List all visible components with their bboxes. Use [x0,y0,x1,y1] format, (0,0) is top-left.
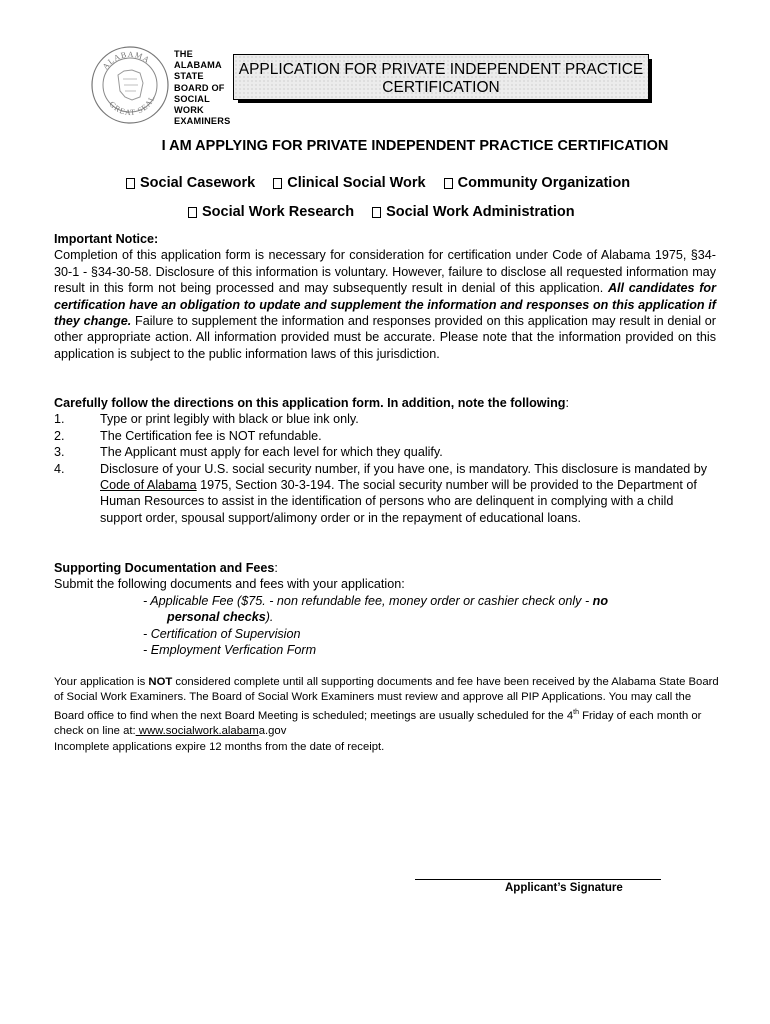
website-link[interactable]: www.socialwork.alabam [135,725,259,738]
certification-options-row1 [126,175,644,193]
board-name-line: WORK [174,105,204,116]
certification-options-row2 [188,204,589,222]
checkbox[interactable] [372,207,381,218]
list-item: 2. The Certification fee is NOT refundable. [54,428,322,443]
list-item: - Applicable Fee ($75. - non refundable fee, money order or cashier check only - no [143,594,609,608]
directions-section [54,395,716,526]
option-social-work-administration[interactable]: Social Work Administration [372,204,575,220]
checkbox[interactable] [188,207,197,218]
list-item: - Certification of Supervision [143,626,301,641]
option-clinical-social-work[interactable]: Clinical Social Work [273,175,425,191]
page-heading: I AM APPLYING FOR PRIVATE INDEPENDENT PRACTICE CERTIFICATION [161,138,669,154]
supporting-intro: Submit the following documents and fees with your application: [54,577,405,592]
list-item: 3. The Applicant must apply for each level for which they qualify. [54,445,443,460]
list-item: 1. Type or print legibly with black or blue ink only. [54,412,359,427]
directions-intro: Carefully follow the directions on this application form. In addition, note the following: [54,396,569,410]
checkbox[interactable] [126,178,135,189]
svg-text:GREAT SEAL: GREAT SEAL [107,93,157,118]
option-social-work-research[interactable]: Social Work Research [188,204,354,220]
list-item: - Employment Verfication Form [143,643,317,658]
application-note: Your application is NOT considered complete until all supporting documents and fee have been received by the Alabama State Board of Social Work Examiners. The Board of Social Work Examiners must review and approve all PIP Applications. You may call the Board office to find when the next Board Meeting is scheduled; meetings are usually scheduled for the 4th Friday of each month or check on line at: www.socialwork.alabama.gov Incomplete applications expire 12 months from the date of receipt. [54,676,719,753]
checkbox[interactable] [273,178,282,189]
alabama-great-seal [90,45,170,125]
board-name-line: BOARD OF [174,82,225,93]
list-item-continuation: personal checks). [167,610,274,625]
option-community-organization[interactable]: Community Organization [444,175,630,191]
list-item: 4. Disclosure of your U.S. social security number, if you have one, is mandatory. This disclosure is mandated by Code of Alabama 1975, Section 30-3-194. The social security number will be provided to the Department of Human Resources to assist in the identification of persons who are delinquent in complying with a child support order, spousal support/alimony order or in the repayment of educational loans. [54,461,708,525]
board-name-line: STATE [174,71,204,82]
form-title-box [233,54,649,100]
checkbox[interactable] [444,178,453,189]
board-name-line: THE [174,49,193,59]
form-title-line2: CERTIFICATION [382,79,500,96]
notice-title: Important Notice: [54,232,159,246]
board-name-line: SOCIAL [174,93,210,104]
form-title-line1: APPLICATION FOR PRIVATE INDEPENDENT PRACTICE [238,61,644,78]
fee-list [143,593,683,659]
signature-line[interactable] [415,879,661,880]
important-notice [54,231,716,362]
supporting-title: Supporting Documentation and Fees: [54,561,278,575]
code-of-alabama-reference: Code of Alabama [100,478,197,493]
supporting-documentation [54,560,716,593]
svg-text:ALABAMA: ALABAMA [100,49,152,72]
board-name-line: EXAMINERS [174,116,231,127]
option-social-casework[interactable]: Social Casework [126,175,255,191]
signature-label: Applicant’s Signature [505,882,623,894]
board-name-line: ALABAMA [174,60,222,71]
notice-body: Completion of this application form is necessary for consideration for certification under Code of Alabama 1975, §34-30-1 - §34-30-58. Disclosure of this information is voluntary. However, failure to disclose all requested information may result in this form not being processed and may subsequently result in denial of this application. All candidates for certification have an obligation to update and supplement the information and responses on this application if they change. Failure to supplement the information and responses provided on this application may result in denial or other appropriate action. All information provided must be accurate. Please note that the information provided on this application is subject to the public information laws of this jurisdiction. [54,248,717,361]
